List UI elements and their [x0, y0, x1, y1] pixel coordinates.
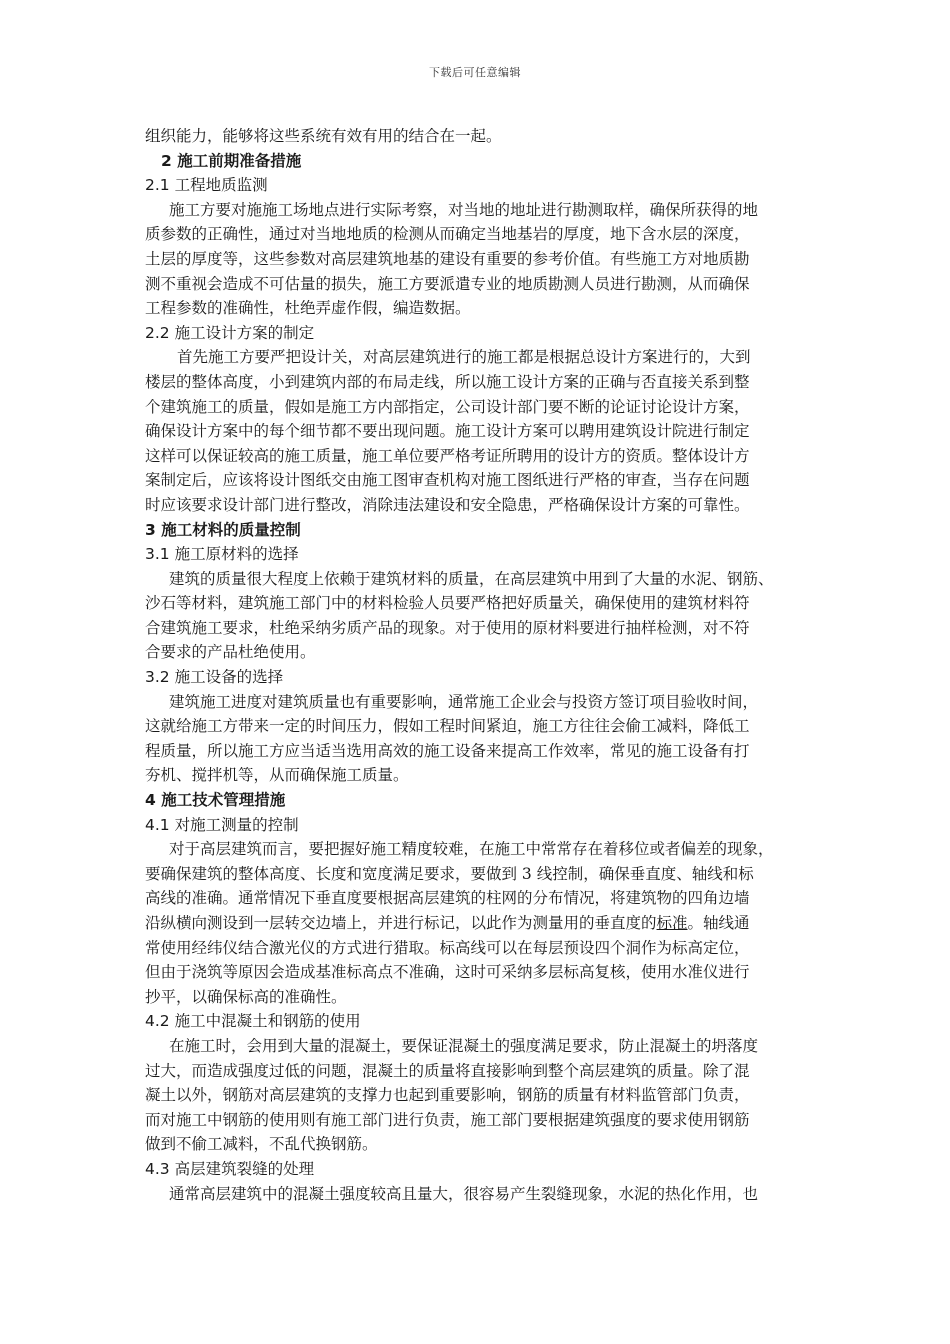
paragraph-line: 合要求的产品杜绝使用。 — [145, 643, 316, 662]
paragraph-line: 组织能力，能够将这些系统有效有用的结合在一起。 — [145, 127, 502, 145]
paragraph-line: 工程参数的准确性，杜绝弄虚作假，编造数据。 — [145, 299, 471, 318]
paragraph-line: 这样可以保证较高的施工质量，施工单位要严格考证所聘用的设计方的资质。整体设计方 — [145, 446, 750, 465]
paragraph-line: 测不重视会造成不可估量的损失，施工方要派遣专业的地质勘测人员进行勘测，从而确保 — [145, 274, 750, 293]
paragraph-line: 沿纵横向测设到一层转交边墙上，并进行标记，以此作为测量用的垂直度的标准。轴线通 — [145, 914, 750, 932]
paragraph-line: 在施工时，会用到大量的混凝土，要保证混凝土的强度满足要求，防止混凝土的坍落度 — [169, 1036, 759, 1055]
paragraph-line: 质参数的正确性，通过对当地地质的检测从而确定当地基岩的厚度，地下含水层的深度， — [145, 225, 750, 244]
subsection-heading-3-2: 3.2 施工设备的选择 — [145, 668, 284, 687]
paragraph-line: 高线的准确。通常情况下垂直度要根据高层建筑的柱网的分布情况，将建筑物的四角边墙 — [145, 889, 750, 908]
paragraph-line: 施工方要对施施工场地点进行实际考察，对当地的地址进行勘测取样，确保所获得的地 — [169, 200, 759, 219]
paragraph-line: 抄平，以确保标高的准确性。 — [145, 987, 347, 1006]
section-heading-2: 2 施工前期准备措施 — [161, 150, 302, 170]
section-heading-4: 4 施工技术管理措施 — [145, 790, 286, 810]
subsection-heading-4-1: 4.1 对施工测量的控制 — [145, 815, 299, 834]
paragraph-line: 程质量，所以施工方应当适当选用高效的施工设备来提高工作效率，常见的施工设备有打 — [145, 741, 750, 760]
subsection-heading-4-2: 4.2 施工中混凝土和钢筋的使用 — [145, 1012, 361, 1031]
subsection-heading-3-1: 3.1 施工原材料的选择 — [145, 545, 299, 564]
paragraph-line: 合建筑施工要求，杜绝采纳劣质产品的现象。对于使用的原材料要进行抽样检测，对不符 — [145, 618, 750, 637]
section-heading-3: 3 施工材料的质量控制 — [145, 519, 301, 539]
paragraph-line: 首先施工方要严把设计关，对高层建筑进行的施工都是根据总设计方案进行的，大到 — [177, 348, 751, 367]
underlined-term: 标准 — [656, 914, 688, 932]
subsection-heading-2-1: 2.1 工程地质监测 — [145, 176, 268, 195]
paragraph-line: 土层的厚度等，这些参数对高层建筑地基的建设有重要的参考价值。有些施工方对地质勘 — [145, 249, 750, 268]
paragraph-line: 楼层的整体高度，小到建筑内部的布局走线，所以施工设计方案的正确与否直接关系到整 — [145, 372, 750, 391]
subsection-heading-2-2: 2.2 施工设计方案的制定 — [145, 323, 315, 342]
paragraph-line: 建筑施工进度对建筑质量也有重要影响，通常施工企业会与投资方签订项目验收时间， — [169, 692, 759, 711]
paragraph-line: 通常高层建筑中的混凝土强度较高且量大，很容易产生裂缝现象，水泥的热化作用，也 — [169, 1184, 759, 1203]
paragraph-line: 凝土以外，钢筋对高层建筑的支撑力也起到重要影响，钢筋的质量有材料监管部门负责， — [145, 1086, 750, 1105]
paragraph-line: 建筑的质量很大程度上依赖于建筑材料的质量，在高层建筑中用到了大量的水泥、钢筋、 — [169, 569, 774, 588]
paragraph-line: 这就给施工方带来一定的时间压力，假如工程时间紧迫，施工方往往会偷工减料，降低工 — [145, 717, 750, 736]
paragraph-line: 做到不偷工减料，不乱代换钢筋。 — [145, 1135, 378, 1154]
document-body — [145, 124, 810, 1206]
paragraph-line: 过大，而造成强度过低的问题，混凝土的质量将直接影响到整个高层建筑的质量。除了混 — [145, 1061, 750, 1080]
paragraph-line: 个建筑施工的质量，假如是施工方内部指定，公司设计部门要不断的论证讨论设计方案， — [145, 397, 750, 416]
paragraph-line: 时应该要求设计部门进行整改，消除违法建设和安全隐患，严格确保设计方案的可靠性。 — [145, 495, 750, 514]
paragraph-line: 确保设计方案中的每个细节都不要出现问题。施工设计方案可以聘用建筑设计院进行制定 — [145, 422, 750, 441]
paragraph-line: 案制定后，应该将设计图纸交由施工图审查机构对施工图纸进行严格的审查，当存在问题 — [145, 471, 750, 490]
paragraph-line: 而对施工中钢筋的使用则有施工部门进行负责，施工部门要根据建筑强度的要求使用钢筋 — [145, 1110, 750, 1129]
page-header: 下载后可任意编辑 — [429, 66, 521, 79]
paragraph-line: 对于高层建筑而言，要把握好施工精度较难，在施工中常常存在着移位或者偏差的现象， — [169, 840, 774, 859]
paragraph-line: 常使用经纬仪结合激光仪的方式进行猎取。标高线可以在每层预设四个洞作为标高定位， — [145, 938, 750, 957]
paragraph-line: 夯机、搅拌机等，从而确保施工质量。 — [145, 766, 409, 785]
paragraph-line: 沙石等材料，建筑施工部门中的材料检验人员要严格把好质量关，确保使用的建筑材料符 — [145, 594, 750, 613]
paragraph-line: 要确保建筑的整体高度、长度和宽度满足要求，要做到 3 线控制，确保垂直度、轴线和标 — [145, 864, 754, 883]
subsection-heading-4-3: 4.3 高层建筑裂缝的处理 — [145, 1159, 315, 1178]
paragraph-line: 但由于浇筑等原因会造成基准标高点不准确，这时可采纳多层标高复核，使用水准仪进行 — [145, 963, 750, 982]
